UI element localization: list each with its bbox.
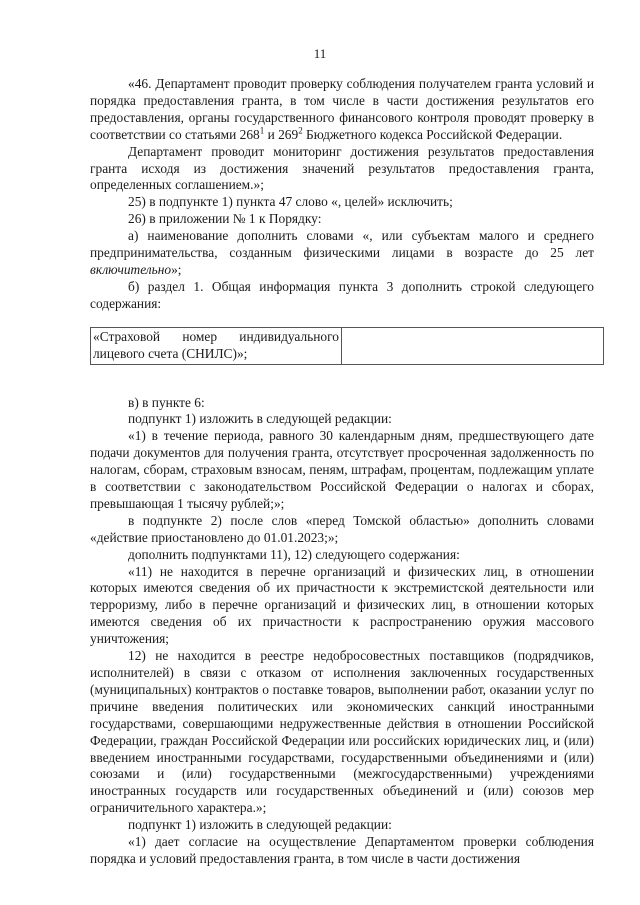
paragraph-monitoring: Департамент проводит мониторинг достижения результатов предоставления гранта исходя из достижения значений результатов предоставления гранта, определенных соглашением.»; bbox=[90, 143, 594, 193]
page-number: 11 bbox=[313, 46, 327, 61]
paragraph-add-subpoints: дополнить подпунктами 11), 12) следующего содержания: bbox=[128, 546, 460, 562]
paragraph-25: 25) в подпункте 1) пункта 47 слово «, целей» исключить; bbox=[128, 194, 453, 210]
paragraph-consent: «1) дает согласие на осуществление Департаментом проверки соблюдения порядка и условий предоставления гранта, в том числе в части достижения bbox=[90, 834, 594, 866]
table-row bbox=[91, 327, 604, 364]
paragraph-b: б) раздел 1. Общая информация пункта 3 дополнить строкой следующего содержания: bbox=[90, 278, 594, 311]
paragraph-item-1: «1) в течение периода, равного 30 календарным дням, предшествующего дате подачи документов для получения гранта, отсутствует просроченная задолженность по налогам, сборам, страховым взносам, пеням, штрафам, процентам, подлежащим уплате в соответствии с законодательством Российской Федерации о налогах и сборах, превышающая 1 тысячу рублей;»; bbox=[90, 428, 594, 511]
paragraph-subpoint-1-new: подпункт 1) изложить в следующей редакции: bbox=[128, 817, 392, 833]
paragraph-46: «46. Департамент проводит проверку соблюдения получателем гранта условий и порядка предоставления гранта, в том числе в части достижения результатов его предоставления, органы государственного финансового контроля проводят проверку в соответствии со статьями $268^1$ и $269^2$ Бюджетного кодекса Российской Федерации. bbox=[90, 76, 594, 142]
paragraph-item-11: «11) не находится в перечне организаций и физических лиц, в отношении которых имеются сведения об их причастности к экстремистской деятельности или терроризму, либо в перечне организаций и физических лиц, в отношении которых имеются сведения об их причастности к распространению оружия массового уничтожения; bbox=[90, 563, 594, 647]
table-cell-label: «Страховой номер индивидуального лицевого счета (СНИЛС)»; bbox=[91, 327, 342, 364]
paragraph-a: а) наименование дополнить словами «, или субъектам малого и среднего предпринимательства, созданным физическими лицами в возрасте до 25 лет включительно»; bbox=[90, 228, 594, 277]
paragraph-item-12: 12) не находится в реестре недобросовестных поставщиков (подрядчиков, исполнителей) в связи с отказом от исполнения заключенных государственных (муниципальных) контрактов о поставке товаров, выполнении работ, оказании услуг по причине введения политических или экономических санкций иностранными государствами, совершающими недружественные действия в отношении Российской Федерации, граждан Российской Федерации или российских юридических лиц, и (или) введением иностранными государствами, государственными объединениями и (или) союзами и (или) государственными (межгосударственными) учреждениями иностранных государств или государственных объединений и (или) союзов мер ограничительного характера.»; bbox=[90, 648, 594, 816]
paragraph-subpoint-1: подпункт 1) изложить в следующей редакции: bbox=[128, 411, 392, 427]
snils-table bbox=[90, 327, 604, 365]
document-body bbox=[90, 76, 594, 868]
table-cell-value bbox=[342, 327, 604, 364]
paragraph-subpoint-2: в подпункте 2) после слов «перед Томской областью» дополнить словами «действие приостановлено до 01.01.2023;»; bbox=[90, 512, 594, 545]
paragraph-26: 26) в приложении № 1 к Порядку: bbox=[128, 211, 322, 227]
paragraph-v: в) в пункте 6: bbox=[128, 394, 205, 410]
